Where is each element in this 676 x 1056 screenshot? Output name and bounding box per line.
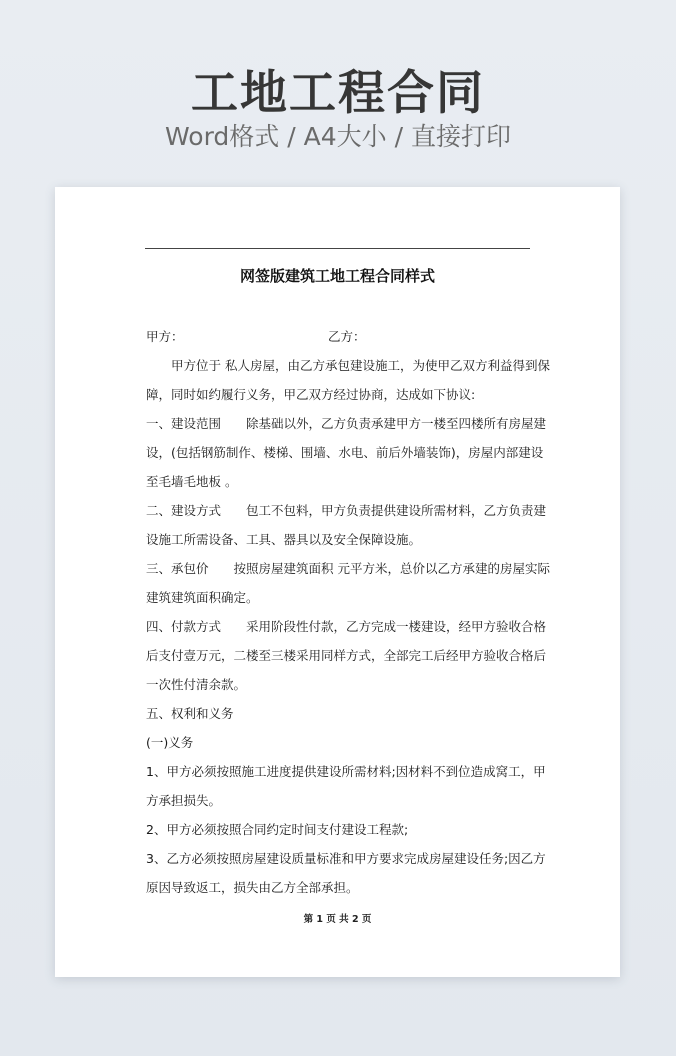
banner — [0, 0, 676, 185]
document-page — [55, 187, 620, 977]
intro-paragraph: 甲方位于 私人房屋，由乙方承包建设施工，为使甲乙双方利益得到保障，同时如约履行义务，甲乙双方经过协商，达成如下协议: — [146, 358, 550, 402]
header-rule — [145, 248, 530, 249]
clause-payment-method: 四、付款方式 采用阶段性付款，乙方完成一楼建设，经甲方验收合格后支付壹万元，二楼至三楼采用同样方式，全部完工后经甲方验收合格后一次性付清余款。 — [146, 619, 547, 692]
obligation-item-2: 2、甲方必须按照合同约定时间支付建设工程款; — [146, 822, 409, 837]
clause-construction-scope: 一、建设范围 除基础以外，乙方负责承建甲方一楼至四楼所有房屋建设，(包括钢筋制作、楼梯、围墙、水电、前后外墙装饰)，房屋内部建设至毛墙毛地板 。 — [146, 416, 547, 489]
banner-title: 工地工程合同 — [191, 66, 485, 121]
subclause-obligations: (一)义务 — [146, 735, 194, 750]
banner-subtitle: Word格式 / A4大小 / 直接打印 — [165, 122, 511, 151]
obligation-item-3: 3、乙方必须按照房屋建设质量标准和甲方要求完成房屋建设任务;因乙方原因导致返工，损失由乙方全部承担。 — [146, 851, 546, 895]
clause-construction-method: 二、建设方式 包工不包料，甲方负责提供建设所需材料，乙方负责建设施工所需设备、工具、器具以及安全保障设施。 — [146, 503, 547, 547]
parties-line — [146, 322, 550, 351]
page-number: 第 1 页 共 2 页 — [303, 914, 372, 925]
clause-contract-price: 三、承包价 按照房屋建筑面积 元平方米，总价以乙方承建的房屋实际建筑建筑面积确定。 — [146, 561, 550, 605]
obligation-item-1: 1、甲方必须按照施工进度提供建设所需材料;因材料不到位造成窝工，甲方承担损失。 — [146, 764, 546, 808]
clause-rights-obligations: 五、权利和义务 — [146, 706, 234, 721]
party-a-label: 甲方： — [146, 329, 184, 344]
document-body — [146, 322, 550, 902]
document-title: 网签版建筑工地工程合同样式 — [239, 267, 435, 285]
party-b-label: 乙方： — [328, 329, 366, 344]
